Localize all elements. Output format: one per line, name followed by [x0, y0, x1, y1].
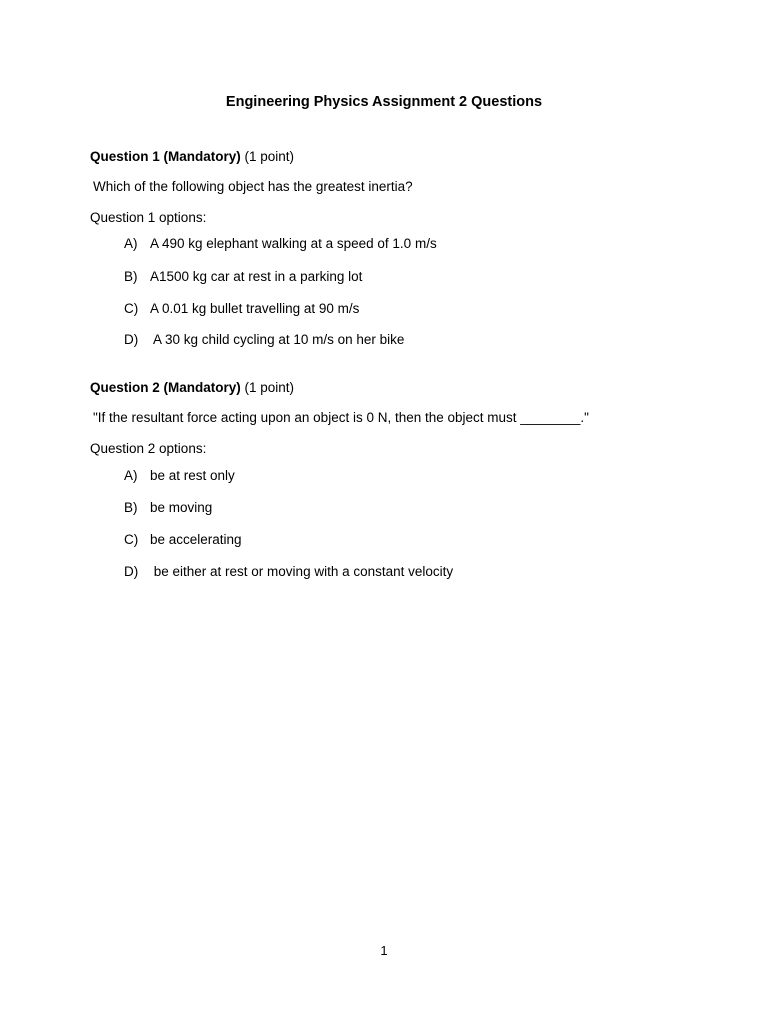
question-2-option-d	[124, 564, 453, 579]
option-text: be moving	[150, 500, 213, 515]
option-letter: A)	[124, 468, 138, 483]
document-title: Engineering Physics Assignment 2 Questions	[225, 94, 543, 110]
question-2-stem: "If the resultant force acting upon an object is 0 N, then the object must ________."	[93, 410, 589, 425]
option-letter: D)	[124, 332, 139, 347]
option-letter: A)	[124, 236, 138, 251]
question-1-options-heading: Question 1 options:	[90, 210, 207, 225]
option-letter: C)	[124, 301, 139, 316]
option-text: be either at rest or moving with a constant velocity	[150, 564, 454, 579]
option-text: A 490 kg elephant walking at a speed of 1.0 m/s	[150, 236, 437, 251]
option-letter: C)	[124, 532, 139, 547]
question-2-option-a	[124, 468, 235, 483]
question-1-option-a	[124, 236, 437, 251]
option-text: A 30 kg child cycling at 10 m/s on her bike	[150, 332, 405, 347]
question-1-stem: Which of the following object has the greatest inertia?	[93, 179, 413, 194]
question-2-points: (1 point)	[244, 380, 295, 395]
question-1-label: Question 1 (Mandatory)	[90, 149, 241, 164]
question-2-option-c	[124, 532, 242, 547]
option-text: be at rest only	[150, 468, 235, 483]
option-letter: D)	[124, 564, 139, 579]
option-text: be accelerating	[150, 532, 242, 547]
question-2-header	[90, 380, 294, 395]
question-2-options-heading: Question 2 options:	[90, 441, 207, 456]
question-1-option-d	[124, 332, 404, 347]
option-letter: B)	[124, 500, 138, 515]
option-text: A 0.01 kg bullet travelling at 90 m/s	[150, 301, 360, 316]
question-2-label: Question 2 (Mandatory)	[90, 380, 241, 395]
option-letter: B)	[124, 269, 138, 284]
question-1-option-c	[124, 301, 359, 316]
page-number: 1	[380, 943, 388, 958]
option-text: A1500 kg car at rest in a parking lot	[150, 269, 363, 284]
question-2-option-b	[124, 500, 212, 515]
question-1-points: (1 point)	[244, 149, 295, 164]
question-1-header	[90, 149, 294, 164]
question-1-option-b	[124, 269, 362, 284]
